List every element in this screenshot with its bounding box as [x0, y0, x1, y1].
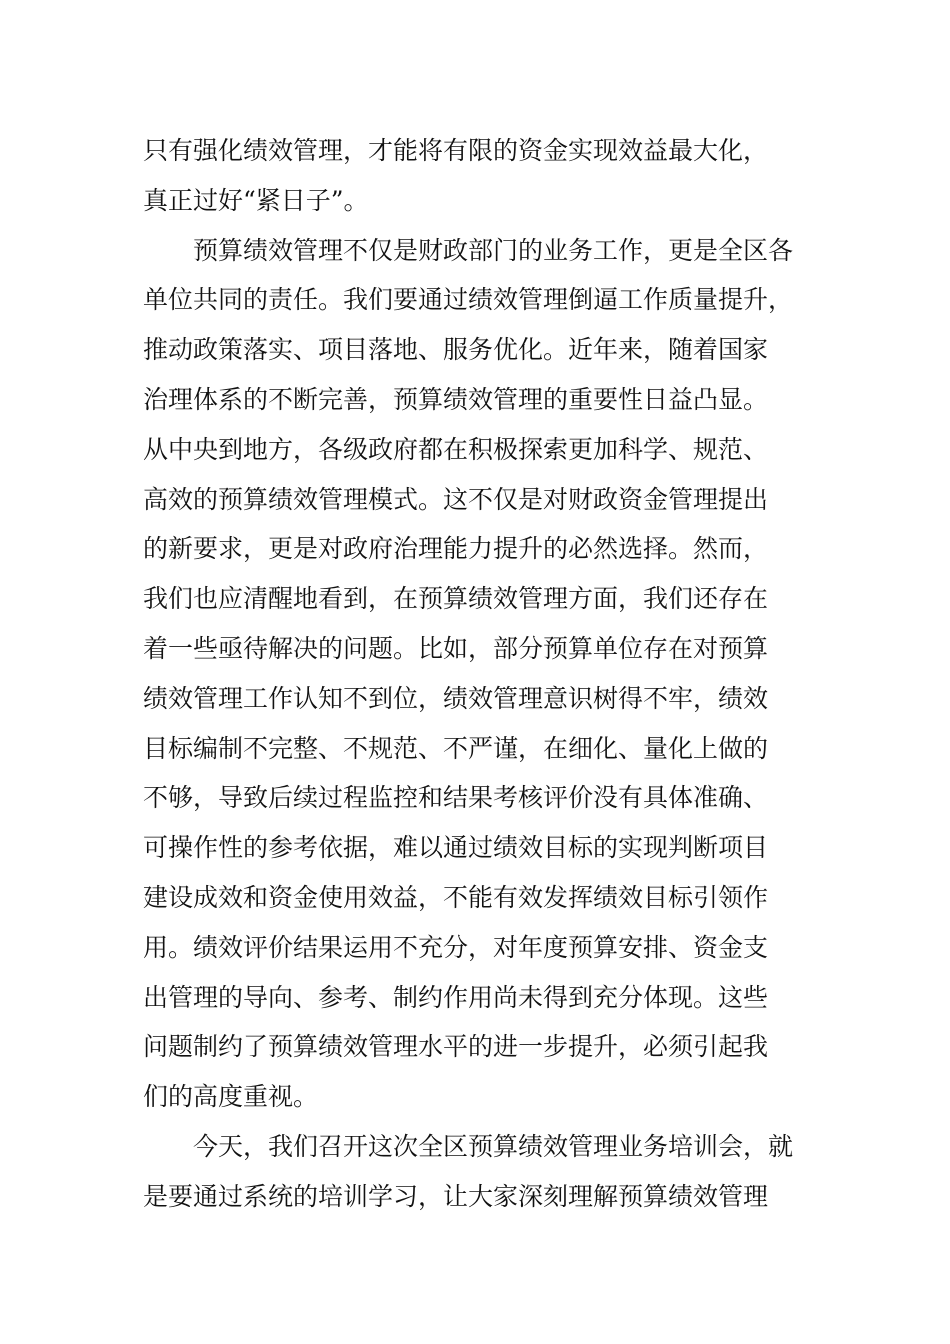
text-line: 只有强化绩效管理，才能将有限的资金实现效益最大化，	[143, 136, 769, 165]
text-line: 们的高度重视。	[143, 1082, 319, 1112]
text-line: 目标编制不完整、不规范、不严谨，在细化、量化上做的	[143, 733, 769, 763]
text-line: 建设成效和资金使用效益，不能有效发挥绩效目标引领作	[143, 882, 769, 912]
text-line: 不够，导致后续过程监控和结果考核评价没有具体准确、	[143, 783, 769, 813]
text-line: 预算绩效管理不仅是财政部门的业务工作，更是全区各	[143, 235, 794, 265]
text-line: 着一些亟待解决的问题。比如，部分预算单位存在对预算	[143, 633, 769, 663]
document-body	[143, 126, 808, 1222]
text-line: 出管理的导向、参考、制约作用尚未得到充分体现。这些	[143, 982, 769, 1012]
text-line: 高效的预算绩效管理模式。这不仅是对财政资金管理提出	[143, 484, 769, 514]
text-line: 治理体系的不断完善，预算绩效管理的重要性日益凸显。	[143, 384, 769, 414]
text-line: 推动政策落实、项目落地、服务优化。近年来，随着国家	[143, 335, 769, 365]
text-line: 单位共同的责任。我们要通过绩效管理倒逼工作质量提升，	[143, 285, 794, 315]
text-line: 今天，我们召开这次全区预算绩效管理业务培训会，就	[143, 1131, 794, 1161]
text-line: 用。绩效评价结果运用不充分，对年度预算安排、资金支	[143, 932, 769, 962]
text-line: 的新要求，更是对政府治理能力提升的必然选择。然而，	[143, 534, 769, 564]
text-line: 我们也应清醒地看到，在预算绩效管理方面，我们还存在	[143, 584, 769, 614]
text-line: 是要通过系统的培训学习，让大家深刻理解预算绩效管理	[143, 1181, 769, 1211]
text-line: 绩效管理工作认知不到位，绩效管理意识树得不牢，绩效	[143, 683, 769, 713]
text-line: 真正过好“紧日子”。	[143, 185, 369, 215]
text-line: 问题制约了预算绩效管理水平的进一步提升，必须引起我	[143, 1032, 769, 1062]
text-line: 从中央到地方，各级政府都在积极探索更加科学、规范、	[143, 434, 769, 464]
text-line: 可操作性的参考依据，难以通过绩效目标的实现判断项目	[143, 833, 769, 863]
